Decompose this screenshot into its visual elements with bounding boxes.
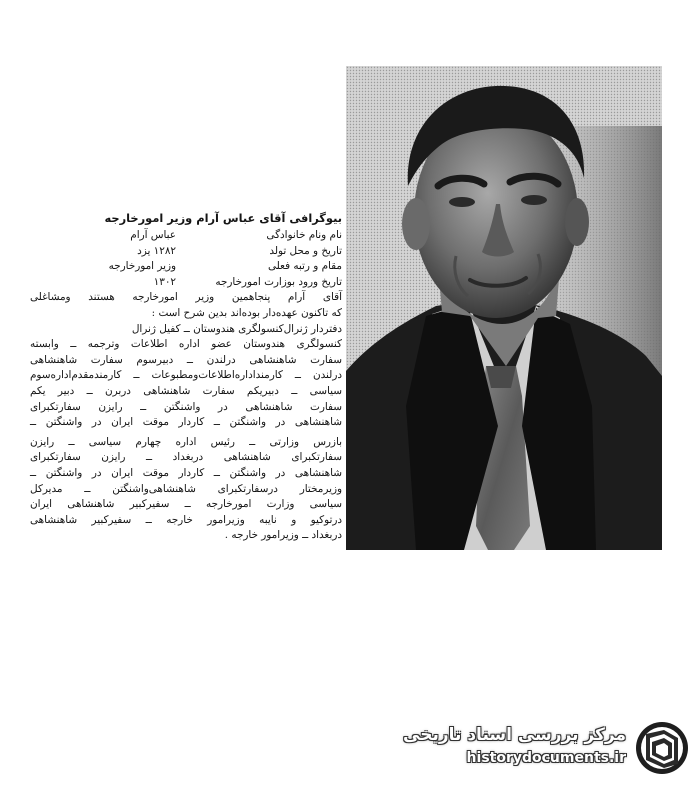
field-label: نام ونام خانوادگی — [266, 229, 342, 241]
paragraph-line: دربغداد ــ وزیرامور خارجه . — [224, 529, 342, 542]
watermark-name: مرکز بررسی اسناد تاریخی — [403, 725, 626, 745]
paragraph-line: کنسولگری هندوستان عضو اداره اطلاعات وترجمه ــ وابسته — [30, 338, 342, 351]
watermark — [400, 720, 690, 778]
paragraph-line: آقای آرام پنجاهمین وزیر امورخارجه هستند ومشاغلی — [30, 291, 342, 304]
paragraph-line: وزیرمختار درسفارتکبرای شاهنشاهی‌واشنگتن ــ مدیرکل — [30, 482, 342, 495]
paragraph-line: سفارت شاهنشاهی درلندن ــ دبیرسوم سفارت شاهنشاهی — [30, 353, 342, 366]
field-label: مقام و رتبه فعلی — [267, 260, 342, 273]
field-entry-date — [30, 275, 342, 291]
paragraph-line: سفارت شاهنشاهی در واشنگتن ــ رایزن سفارتکبرای — [30, 400, 342, 413]
field-value: عباس آرام — [130, 229, 176, 241]
field-birth — [30, 244, 342, 260]
document-title: بیوگرافی آقای عباس آرام وزیر امورخارجه — [104, 211, 342, 225]
paragraph-line: شاهنشاهی در واشنگتن ــ کاردار موقت ایران در واشنگتن ــ — [30, 466, 342, 479]
paragraph-line: شاهنشاهی در واشنگتن ــ کاردار موقت ایران در واشنگتن ــ — [30, 416, 342, 429]
paragraph-line: سیاسی ــ دبیریکم سفارت شاهنشاهی دربرن ــ دبیر یکم — [30, 384, 342, 397]
field-value: ۱۲۸۲ یزد — [137, 244, 176, 257]
field-name — [30, 228, 342, 244]
field-label: تاریخ و محل تولد — [269, 244, 342, 257]
paragraph-line: سفارتکبرای شاهنشاهی دربغداد ــ رایزن سفارتکبرای — [30, 451, 342, 464]
biography-text — [30, 210, 342, 544]
paragraph-line: درلندن ــ کارمنداداره‌اطلاعات‌ومطبوعات ــ کارمندمقدم‌اداره‌سوم — [30, 369, 342, 382]
paragraph-line: سیاسی وزارت امورخارجه ــ سفیرکبیر شاهنشاهی ایران — [30, 498, 342, 511]
field-position — [30, 259, 342, 275]
field-value: ۱۳۰۲ — [153, 275, 176, 288]
paragraph-line: درتوکیو و نایبه وزیرامور خارجه ــ سفیرکبیر شاهنشاهی — [30, 513, 342, 526]
paragraph-line: بازرس وزارتی ــ رئیس اداره چهارم سیاسی ــ رایزن — [30, 435, 342, 448]
paragraph-line: دفتردار ژنرال‌کنسولگری هندوستان ــ کفیل ژنرال — [131, 322, 342, 335]
field-value: وزیر امورخارجه — [108, 260, 176, 273]
watermark-url: historydocuments.ir — [466, 750, 626, 766]
portrait-photo — [346, 66, 662, 550]
history-documents-logo-icon — [634, 720, 690, 776]
paragraph-line: که تاکنون عهده‌دار بوده‌اند بدین شرح است : — [151, 306, 342, 319]
field-label: تاریخ ورود بوزارت امورخارجه — [215, 275, 342, 288]
